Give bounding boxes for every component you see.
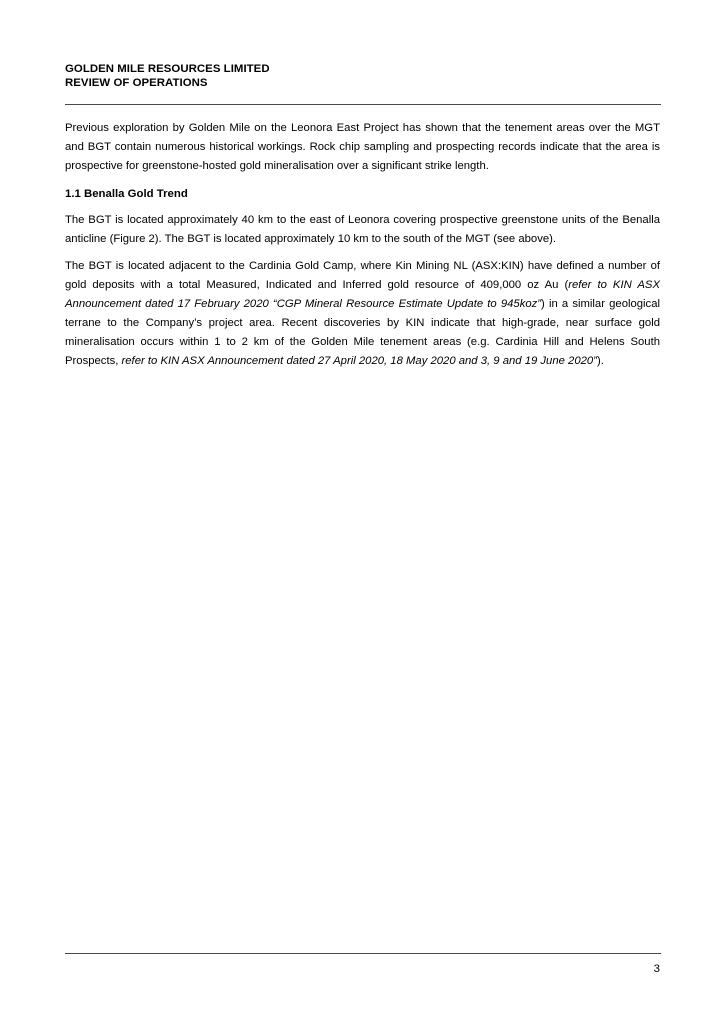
paragraph-text: The BGT is located adjacent to the Cardinia Gold Camp, where Kin Mining NL (ASX:KIN) have defined a number of gold deposits with a total Measured, Indicated and Inferred gold resource of 409,000 oz Au ( xyxy=(65,260,660,291)
header-divider xyxy=(65,104,661,105)
paragraph-cardinia xyxy=(65,257,660,371)
section-heading: 1.1 Benalla Gold Trend xyxy=(65,188,188,200)
page-number: 3 xyxy=(653,963,660,975)
document-body xyxy=(65,119,660,379)
announcement-reference: refer to KIN ASX Announcement dated 27 April 2020, 18 May 2020 and 3, 9 and 19 June 2020” xyxy=(121,355,597,367)
paragraph-text: ). xyxy=(596,355,604,367)
footer-divider xyxy=(65,953,661,954)
section-title: REVIEW OF OPERATIONS xyxy=(65,77,208,89)
announcement-reference: refer to KIN ASX Announcement dated 17 February 2020 “CGP Mineral Resource Estimate Update to 945koz” xyxy=(65,279,660,310)
paragraph-text: ) in a similar geological terrane to the Company’s project area. Recent discoveries by KIN indicate that high-grade, near surface gold mineralisation occurs within 1 to 2 km of the Golden Mile tenement areas (e.g. Cardinia Hill and Helens South Prospects, xyxy=(65,298,661,367)
paragraph-location: The BGT is located approximately 40 km to the east of Leonora covering prospective greenstone units of the Benalla anticline (Figure 2). The BGT is located approximately 10 km to the south of the MGT (see above). xyxy=(65,214,660,245)
document-header xyxy=(65,62,661,90)
company-name: GOLDEN MILE RESOURCES LIMITED xyxy=(65,63,270,75)
intro-paragraph: Previous exploration by Golden Mile on the Leonora East Project has shown that the tenement areas over the MGT and BGT contain numerous historical workings. Rock chip sampling and prospecting records indicate that the area is prospective for greenstone-hosted gold mineralisation over a significant strike length. xyxy=(65,122,660,172)
